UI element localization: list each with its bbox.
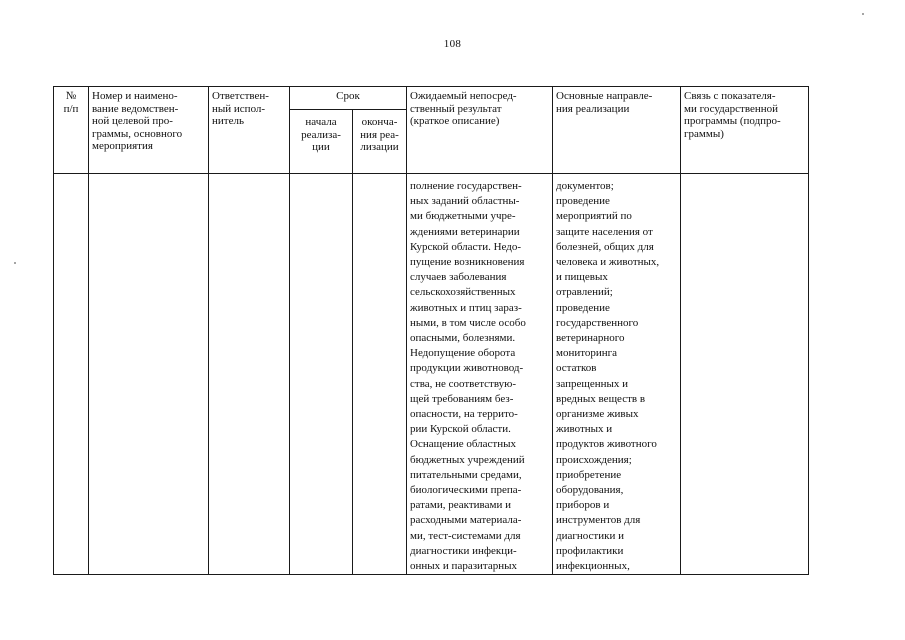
cell-responsible <box>209 174 290 575</box>
cell-expected-result: полнение государствен- ных заданий областны- ми бюджетными учре- ждениями ветеринарии Курской области. Недо- пущение возникновения случаев заболевания сельскохозяйственных животных и птиц зараз- ными, в том числе особо опасными, болезнями. Недопущение оборота продукции животновод- ства, не соответствую- щей требованиям без- опасности, на террито- рии Курской области. Оснащение областных бюджетных учреждений питательными средами, биологическими препа- ратами, реактивами и расходными материала- ми, тест-системами для диагностики инфекци- онных и паразитарных <box>407 174 553 575</box>
header-term-end: оконча- ния реа- лизации <box>353 110 407 174</box>
header-responsible: Ответствен- ный испол- нитель <box>209 87 290 174</box>
header-program: Номер и наимено- вание ведомствен- ной целевой про- граммы, основного мероприятия <box>89 87 209 174</box>
cell-program <box>89 174 209 575</box>
cell-main-directions: документов; проведение мероприятий по защите населения от болезней, общих для человека и животных, и пищевых отравлений; проведение государственного ветеринарного мониторинга остатков запрещенных и вредных веществ в организме живых животных и продуктов животного происхождения; приобретение оборудования, приборов и инструментов для диагностики и профилактики инфекционных, <box>553 174 681 575</box>
header-term: Срок <box>290 87 407 110</box>
cell-term-start <box>290 174 353 575</box>
program-activities-table <box>53 86 809 575</box>
cell-term-end <box>353 174 407 575</box>
header-term-start: начала реализа- ции <box>290 110 353 174</box>
cell-number <box>54 174 89 575</box>
header-main-directions: Основные направле- ния реализации <box>553 87 681 174</box>
cell-link <box>681 174 809 575</box>
table-row <box>54 174 809 575</box>
header-expected-result: Ожидаемый непосред- ственный результат (краткое описание) <box>407 87 553 174</box>
scan-speck <box>14 262 16 264</box>
page-number: 108 <box>443 38 462 50</box>
header-number: № п/п <box>54 87 89 174</box>
scan-speck <box>862 13 864 15</box>
header-link: Связь с показателя- ми государственной программы (подпро- граммы) <box>681 87 809 174</box>
